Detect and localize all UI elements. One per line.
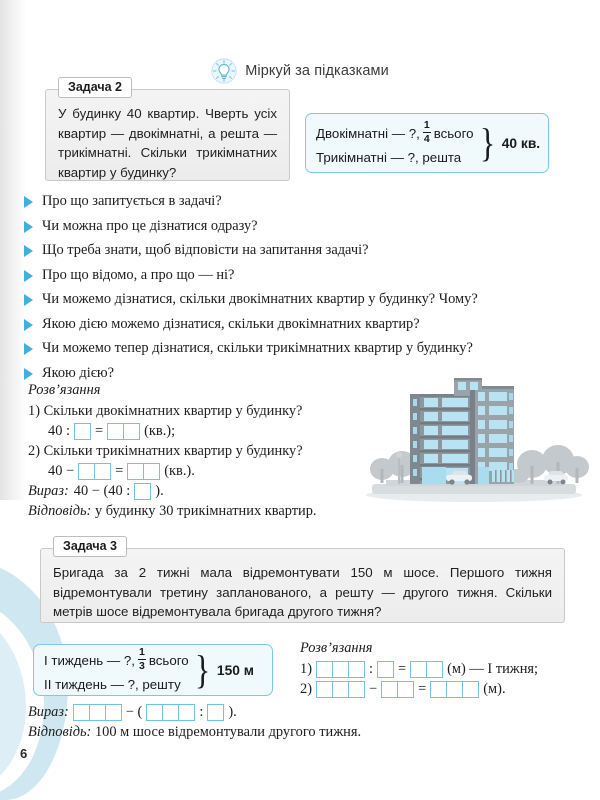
answer-blank-3cell[interactable] [316,681,365,698]
task2-step1-operand-a: 40 : [48,423,70,439]
task2-tab-label: Задача 2 [58,77,132,98]
answer-blank-2cell[interactable] [381,681,414,698]
task2-step2-operand-a: 40 − [48,463,75,479]
task3-step2-equation [300,679,580,699]
task3-text: Бригада за 2 тижні мала відремонтувати 150 м шосе. Першого тижня відремонтували третину запланованого, а решту — другого тижня. Скільки метрів шосе відремонтувала бригада другого тижня? [53,565,552,619]
task3-step1-tail: (м) — I тижня; [447,661,539,677]
question-text: Про що відомо, а про що — ні? [42,266,235,283]
task2-scheme-line2-text: Трикімнатні — ?, решта [316,149,462,165]
task3-scheme-box [33,644,273,696]
task3-solution-heading: Розв’язання [300,640,373,656]
task2-expression-body: 40 − (40 : [73,483,131,499]
triangle-bullet-icon [24,221,33,233]
question-text: Про що запитується в задачі? [42,193,222,209]
task2-answer-label: Відповідь: [28,503,92,519]
task2-expression-tail: ). [155,483,164,499]
task3-step2-op1: − [369,681,378,697]
apartment-building-illustration [358,372,590,504]
list-item [24,290,576,309]
task2-expression-line [28,481,358,501]
task2-brace-icon: } [479,120,495,165]
task2-scheme-line-1 [316,121,474,145]
task2-card [45,80,290,181]
page-number: 6 [20,746,28,761]
task3-tab-label: Задача 3 [53,536,127,557]
task3-scheme-line1-suffix: всього [148,653,189,668]
task2-scheme-box [305,113,549,173]
task2-question-list [24,192,576,388]
task2-step2-unit: (кв.). [164,463,195,479]
task2-scheme-lines [316,121,474,164]
task3-fraction [138,647,146,671]
answer-blank-3cell[interactable] [430,681,479,698]
question-text: Якою дією можемо дізнатися, скільки двокімнатних квартир? [42,315,420,332]
triangle-bullet-icon [24,343,33,355]
answer-blank-3cell[interactable] [73,704,122,721]
task2-step2-equation [28,461,358,481]
task3-expression-tail: ). [228,704,237,720]
task3-step1-op1: : [369,661,373,677]
task3-answer-line [28,722,568,743]
task2-solution-heading: Розв’язання [28,382,101,398]
task3-step2-index: 2) [300,681,312,697]
task3-card [40,539,565,623]
task3-scheme-line2-text: II тиждень — ?, решту [44,676,181,692]
answer-blank-1cell[interactable] [74,423,91,440]
task3-answer-label: Відповідь: [28,724,92,740]
task2-step2-equals: = [115,463,124,479]
task2-step1-equation [28,421,358,441]
task2-fraction-numerator: 1 [423,119,430,132]
task2-text: У будинку 40 квартир. Чверть усіх квартир — двокімнатні, а решта — трикімнатні. Скільки трикімнатних квартир у будинку? [58,106,277,180]
question-text: Чи можемо дізнатися, скільки двокімнатних квартир у будинку? Чому? [42,291,478,307]
triangle-bullet-icon [24,368,33,380]
task3-expression-label: Вираз: [28,704,69,720]
hint-header-label: Міркуй за підказками [245,63,389,79]
task2-step1-equals: = [95,423,104,439]
task3-brace-icon: } [194,647,210,692]
triangle-bullet-icon [24,196,33,208]
task3-expression-op2: : [199,704,204,720]
task2-fraction-denominator: 4 [423,133,430,146]
answer-blank-2cell[interactable] [127,463,160,480]
triangle-bullet-icon [24,245,33,257]
task2-step2-question: 2) Скільки трикімнатних квартир у будинку? [28,443,303,459]
question-text: Чи можемо тепер дізнатися, скільки трикімнатних квартир у будинку? [42,340,473,356]
task2-scheme-line1-suffix: всього [433,125,474,141]
task3-scheme-line1-prefix: I тиждень — ?, [44,653,136,668]
lightbulb-icon [211,58,237,84]
task3-fraction-numerator: 1 [139,646,145,659]
task2-step1-question: 1) Скільки двокімнатних квартир у будинку? [28,403,303,419]
task3-expression-line [28,702,568,722]
answer-blank-1cell[interactable] [377,661,394,678]
task3-step2-tail: (м). [483,681,506,697]
task3-scheme-line-2 [44,677,189,692]
task2-expression-label: Вираз: [28,483,69,499]
list-item [24,217,576,236]
list-item [24,266,576,285]
triangle-bullet-icon [24,270,33,282]
answer-blank-3cell[interactable] [316,661,365,678]
task2-step1-unit: (кв.); [144,423,176,439]
task2-scheme-line-2 [316,150,474,165]
task3-step2-op2: = [418,681,427,697]
task3-scheme-total: 150 м [216,662,254,678]
question-text: Чи можна про це дізнатися одразу? [42,217,258,234]
task3-expression-block [28,702,568,743]
task3-answer-text: 100 м шосе відремонтували другого тижня. [94,724,362,740]
triangle-bullet-icon [24,294,33,306]
answer-blank-3cell[interactable] [146,704,195,721]
answer-blank-2cell[interactable] [78,463,111,480]
list-item [24,192,576,211]
task3-scheme-lines [44,648,189,691]
list-item [24,339,576,358]
task3-step1-equation [300,659,580,679]
list-item [24,241,576,260]
task3-step1-op2: = [398,661,407,677]
list-item [24,315,576,334]
task2-scheme-line1-prefix: Двокімнатні — ?, [316,125,420,141]
answer-blank-2cell[interactable] [107,423,140,440]
answer-blank-1cell[interactable] [207,704,224,721]
task2-answer-text: у будинку 30 трикімнатних квартир. [94,503,317,519]
task2-answer-line [28,501,358,522]
task3-step1-index: 1) [300,661,312,677]
task3-expression-op1: − ( [125,704,143,720]
triangle-bullet-icon [24,319,33,331]
question-text: Якою дією? [42,364,115,381]
task3-fraction-denominator: 3 [139,660,145,673]
task3-solution [300,640,580,699]
answer-blank-2cell[interactable] [410,661,443,678]
answer-blank-1cell[interactable] [134,483,151,500]
task2-scheme-total: 40 кв. [501,135,541,151]
task3-scheme-line-1 [44,648,189,672]
question-text: Що треба знати, щоб відповісти на запитання задачі? [42,242,369,258]
task2-solution [28,382,358,522]
task2-fraction [423,120,431,144]
